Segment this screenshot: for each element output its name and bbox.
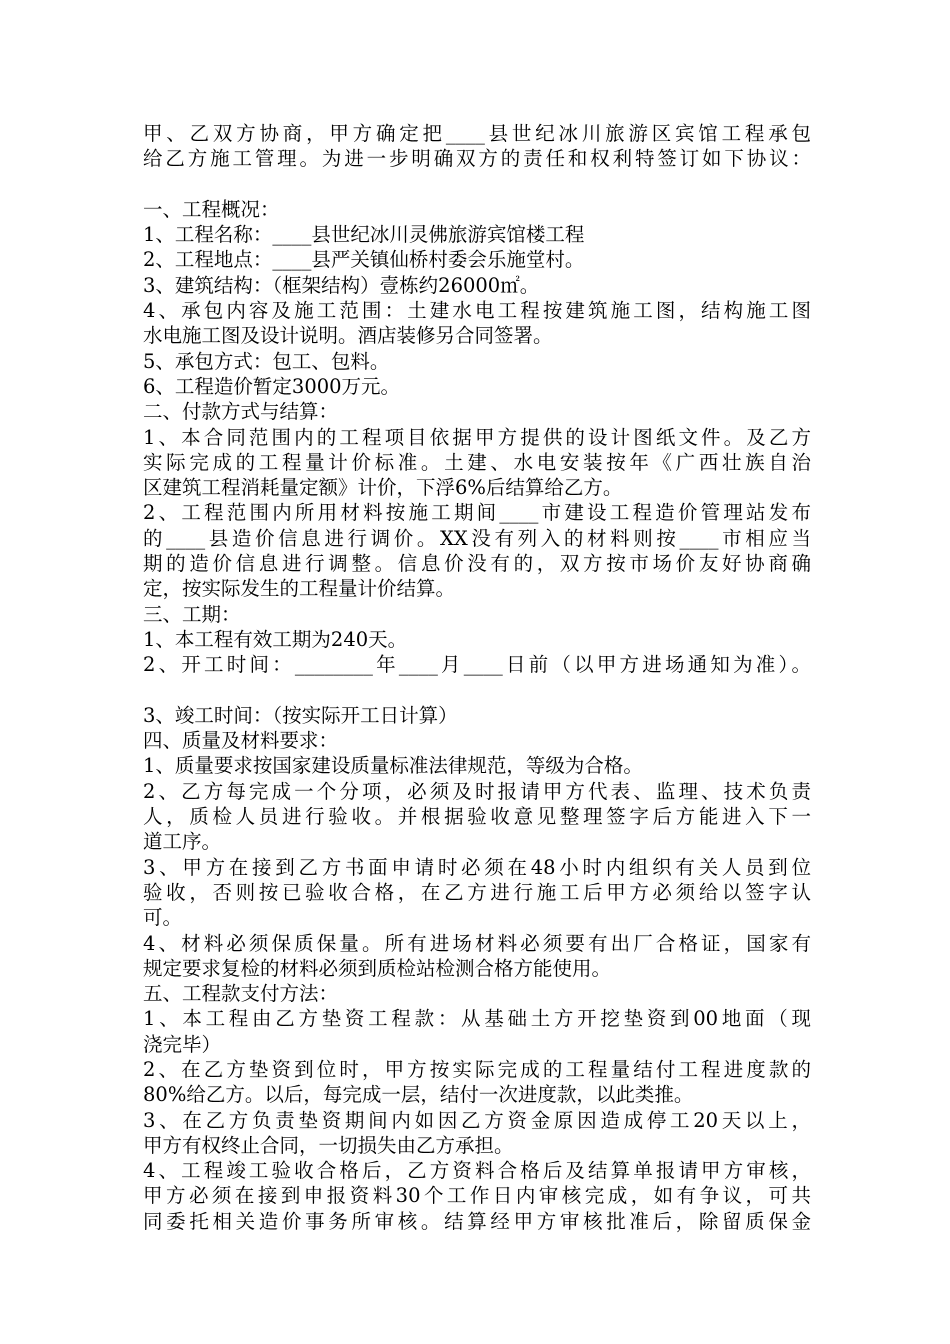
text-line: 1、本工程由乙方垫资工程款：从基础土方开挖垫资到00地面（现 — [143, 1007, 811, 1031]
text-line: 验收，否则按已验收合格，在乙方进行施工后甲方必须给以签字认 — [143, 880, 811, 904]
text-line: 1、本合同范围内的工程项目依据甲方提供的设计图纸文件。及乙方 — [143, 425, 811, 449]
text-line: 给乙方施工管理。为进一步明确双方的责任和权利特签订如下协议： — [143, 147, 811, 171]
text-line: 3、竣工时间：（按实际开工日计算） — [143, 703, 458, 727]
text-line: 2、乙方每完成一个分项，必须及时报请甲方代表、监理、技术负责 — [143, 779, 811, 803]
text-line: 1、工程名称：____县世纪冰川灵佛旅游宾馆楼工程 — [143, 223, 585, 247]
text-line: 可。 — [143, 906, 183, 930]
text-line: 浇完毕） — [143, 1032, 222, 1056]
text-line: 期的造价信息进行调整。信息价没有的，双方按市场价友好协商确 — [143, 552, 811, 576]
text-line: 三、工期： — [143, 602, 241, 626]
text-line: 四、质量及材料要求： — [143, 729, 339, 753]
text-line: 甲方必须在接到申报资料30个工作日内审核完成，如有争议，可共 — [143, 1184, 811, 1208]
text-line: 道工序。 — [143, 830, 222, 854]
text-line: 区建筑工程消耗量定额》计价，下浮6%后结算给乙方。 — [143, 476, 623, 500]
text-line: 4、工程竣工验收合格后，乙方资料合格后及结算单报请甲方审核， — [143, 1159, 811, 1183]
blank-line — [143, 172, 811, 197]
text-line: 3、甲方在接到乙方书面申请时必须在48小时内组织有关人员到位 — [143, 855, 811, 879]
text-line: 5、承包方式：包工、包料。 — [143, 349, 390, 373]
text-line: 6、工程造价暂定3000万元。 — [143, 374, 401, 398]
document-body — [143, 121, 811, 1234]
text-line: 3、在乙方负责垫资期间内如因乙方资金原因造成停工20天以上， — [143, 1108, 811, 1132]
text-line: 实际完成的工程量计价标准。土建、水电安装按年《广西壮族自治 — [143, 450, 811, 474]
text-line: 1、质量要求按国家建设质量标准法律规范，等级为合格。 — [143, 754, 643, 778]
text-line: 甲、乙双方协商，甲方确定把____县世纪冰川旅游区宾馆工程承包 — [143, 122, 811, 145]
blank-line — [143, 678, 811, 703]
text-line: 4、承包内容及施工范围：土建水电工程按建筑施工图，结构施工图 — [143, 299, 811, 323]
text-line: 的____县造价信息进行调价。XX没有列入的材料则按____市相应当 — [143, 526, 811, 550]
text-line: 同委托相关造价事务所审核。结算经甲方审核批准后，除留质保金 — [143, 1209, 811, 1233]
text-line: 定，按实际发生的工程量计价结算。 — [143, 577, 456, 601]
text-line: 甲方有权终止合同，一切损失由乙方承担。 — [143, 1133, 514, 1157]
text-line: 规定要求复检的材料必须到质检站检测合格方能使用。 — [143, 956, 612, 980]
text-line: 4、材料必须保质保量。所有进场材料必须要有出厂合格证，国家有 — [143, 931, 811, 955]
text-line: 2、在乙方垫资到位时，甲方按实际完成的工程量结付工程进度款的 — [143, 1057, 811, 1081]
text-line: 2、开工时间：________年____月____日前（以甲方进场通知为准）。 — [143, 653, 811, 677]
text-line: 一、工程概况： — [143, 197, 280, 221]
text-line: 水电施工图及设计说明。酒店装修另合同签署。 — [143, 324, 553, 348]
text-line: 2、工程范围内所用材料按施工期间____市建设工程造价管理站发布 — [143, 501, 811, 525]
text-line: 80%给乙方。以后，每完成一层，结付一次进度款，以此类推。 — [143, 1083, 694, 1107]
text-line: 2、工程地点：____县严关镇仙桥村委会乐施堂村。 — [143, 248, 585, 272]
text-line: 1、本工程有效工期为240天。 — [143, 627, 408, 651]
text-line: 人，质检人员进行验收。并根据验收意见整理签字后方能进入下一 — [143, 805, 811, 829]
text-line: 二、付款方式与结算： — [143, 400, 339, 424]
text-line: 3、建筑结构：（框架结构）壹栋约26000㎡。 — [143, 273, 540, 297]
text-line: 五、工程款支付方法： — [143, 982, 339, 1006]
